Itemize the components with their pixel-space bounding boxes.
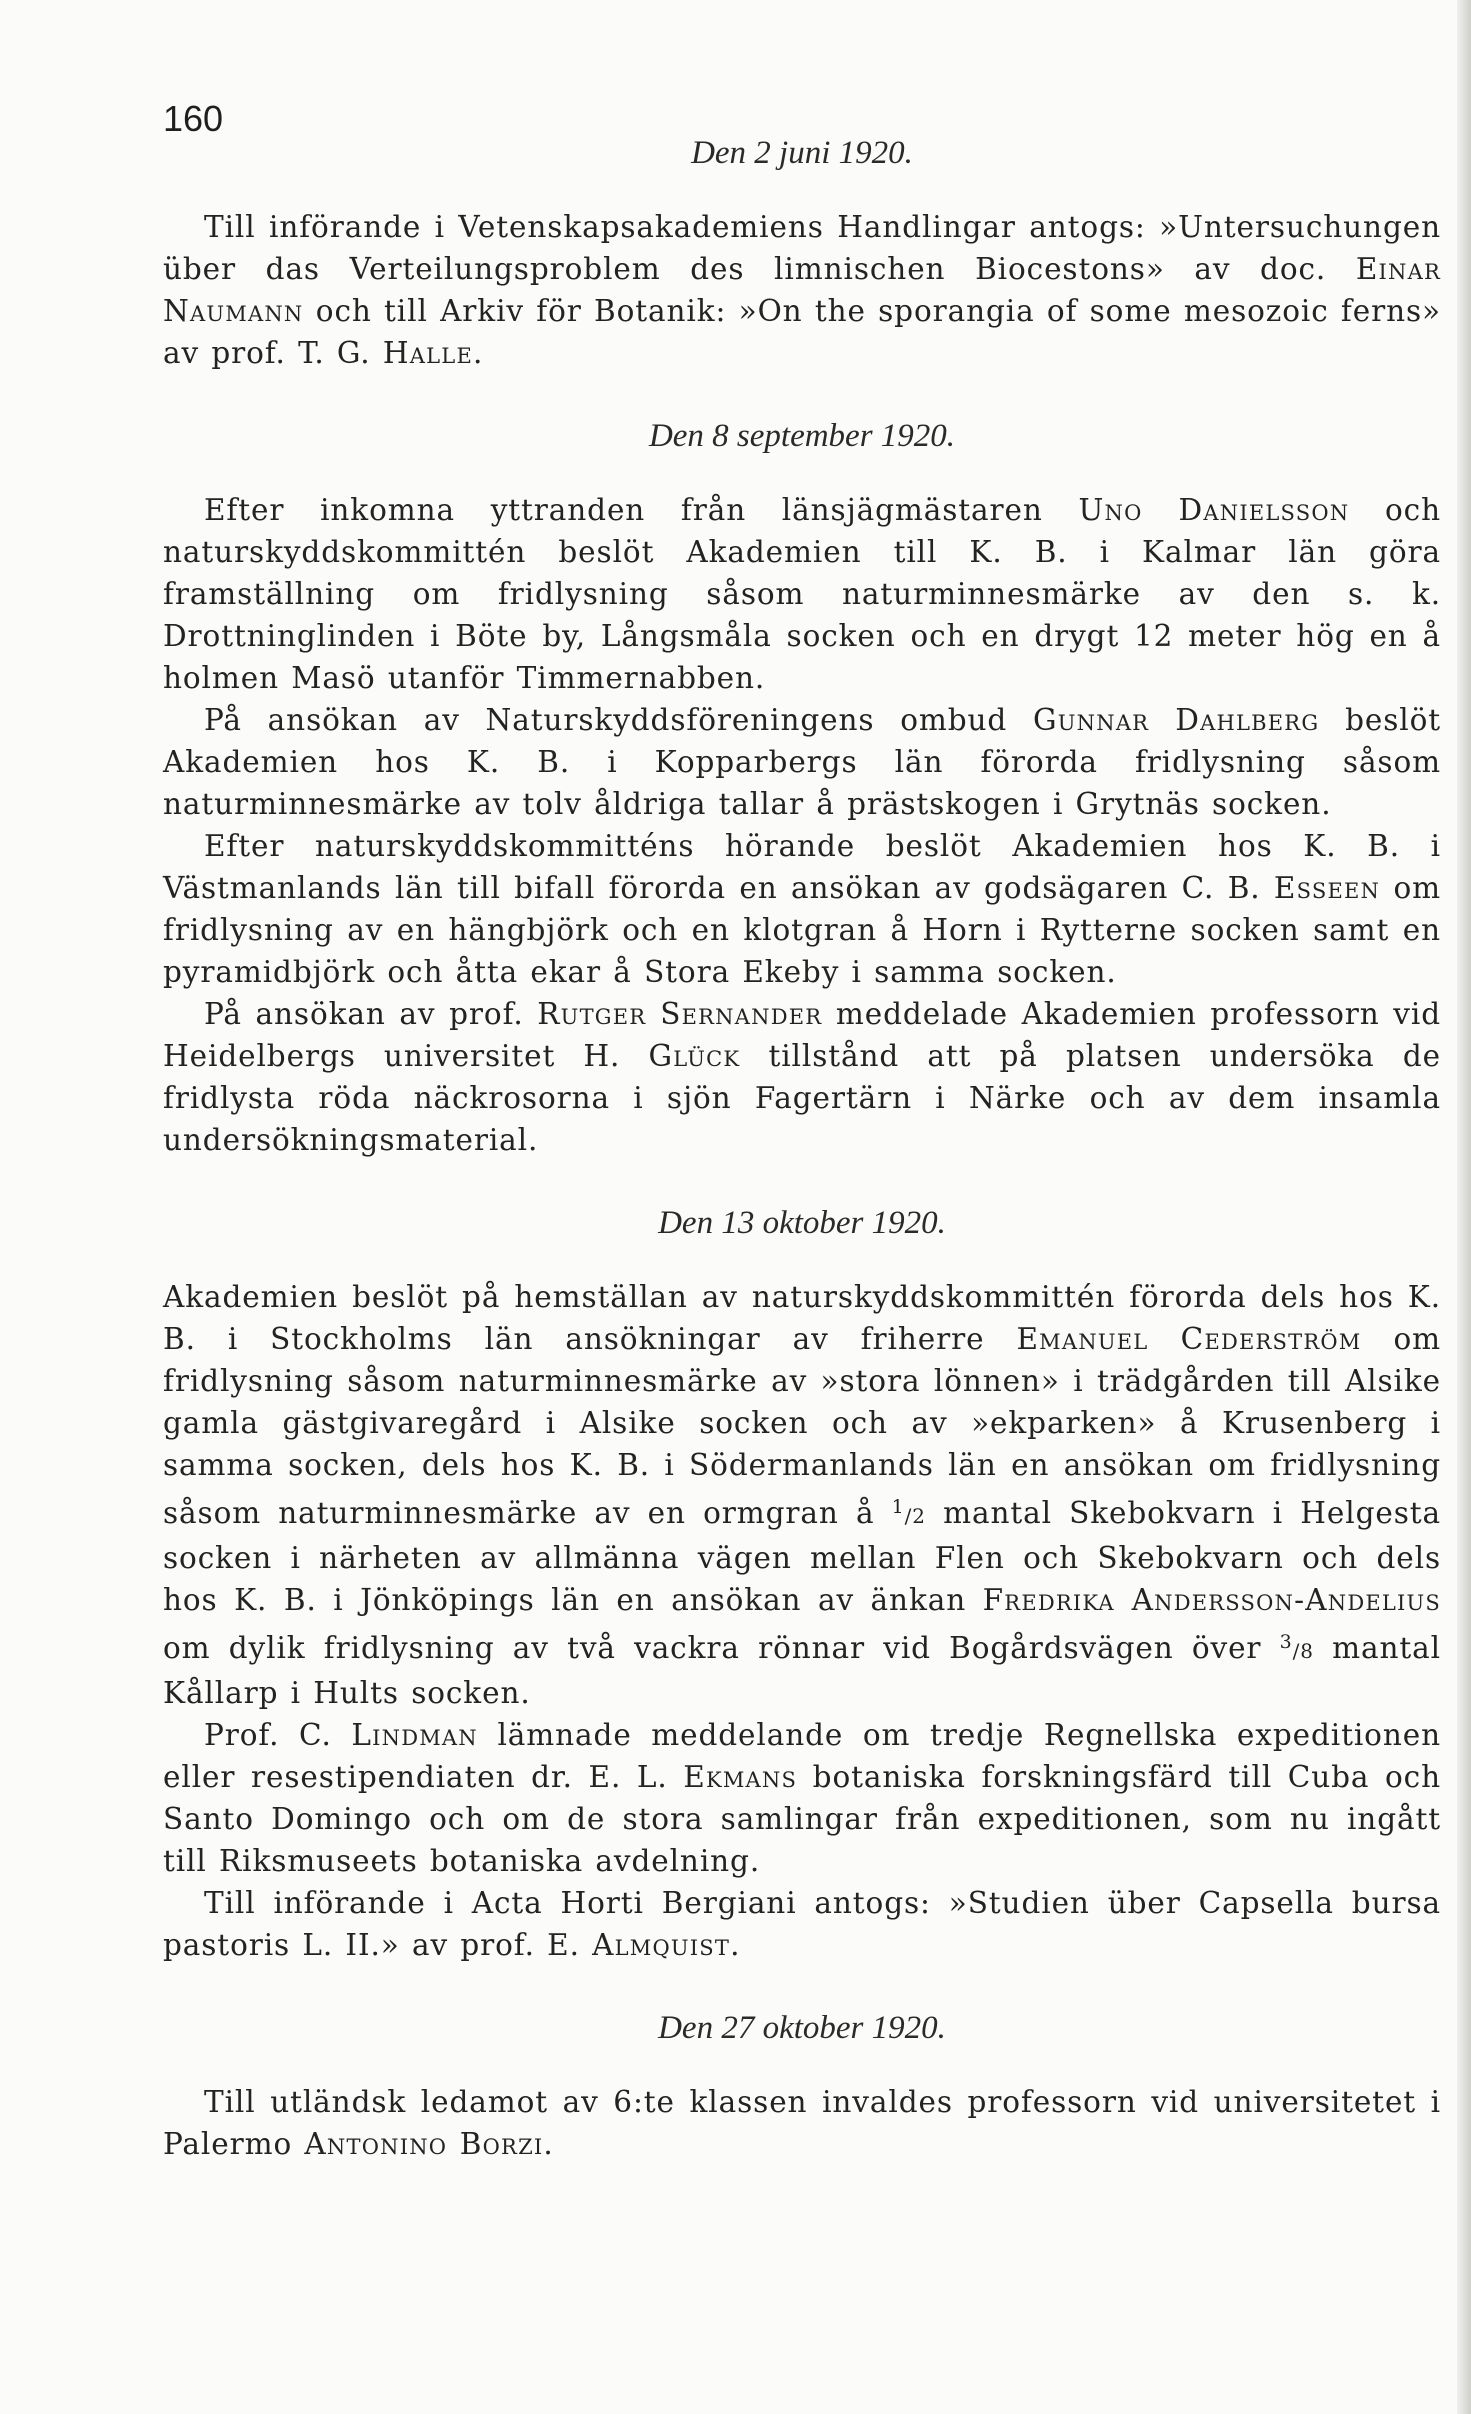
paragraph: Akademien beslöt på hemställan av naturskyddskommittén förorda dels hos K. B. i Stockholms län ansökningar av friherre Emanuel Cederström om fridlysning såsom naturminnesmärke av »stora lönnen» i trädgården till Alsike gamla gästgivaregård i Alsike socken och av »ekparken» å Krusenberg i samma socken, dels hos K. B. i Södermanlands län en ansökan om fridlysning såsom naturminnesmärke av en ormgran å $^1$/2 mantal Skebokvarn i Helgesta socken i närheten av allmänna vägen mellan Flen och Skebokvarn och dels hos K. B. i Jönköpings län en ansökan av änkan Fredrika Andersson-Andelius om dylik fridlysning av två vackra rönnar vid Bogårdsvägen över $^3$/8 mantal Kållarp i Hults socken. xyxy=(163,1280,1442,1710)
person-name: Almquist xyxy=(592,1928,731,1962)
person-name: Halle xyxy=(382,336,473,370)
paragraph: Till införande i Acta Horti Bergiani antogs: »Studien über Capsella bursa pastoris L. II.» av prof. E. Almquist. xyxy=(163,1886,1441,1962)
section-2 xyxy=(163,418,1441,1161)
paragraph: På ansökan av prof. Rutger Sernander meddelade Akademien professorn vid Heidelbergs universitet H. Glück tillstånd att på platsen undersöka de fridlysta röda näckrosorna i sjön Fagertärn i Närke och av dem insamla undersökningsmaterial. xyxy=(163,997,1441,1157)
date-heading: Den 2 juni 1920. xyxy=(691,135,913,171)
person-name: Antonino Borzi xyxy=(304,2127,544,2161)
date-heading: Den 13 oktober 1920. xyxy=(658,1205,946,1241)
paragraph: Efter naturskyddskommitténs hörande beslöt Akademien hos K. B. i Västmanlands län till bifall förorda en ansökan av godsägaren C. B. Esseen om fridlysning av en hängbjörk och en klotgran å Horn i Rytterne socken samt en pyramidbjörk och åtta ekar å Stora Ekeby i samma socken. xyxy=(163,829,1442,989)
person-name: Rutger Sernander xyxy=(537,997,823,1031)
section-1 xyxy=(163,135,1441,374)
person-name: Gunnar Dahlberg xyxy=(1033,703,1320,737)
page-number: 160 xyxy=(163,98,224,139)
page-edge-shadow xyxy=(1457,0,1471,2414)
paragraph: På ansökan av Naturskyddsföreningens ombud Gunnar Dahlberg beslöt Akademien hos K. B. i Kopparbergs län förorda fridlysning såsom naturminnesmärke av tolv åldriga tallar å prästskogen i Grytnäs socken. xyxy=(163,703,1442,821)
person-name: Einar Naumann xyxy=(163,252,1441,328)
fraction-numerator: 3 xyxy=(1279,1631,1293,1653)
section-4 xyxy=(163,2010,1441,2165)
paragraph: Till införande i Vetenskapsakademiens Handlingar antogs: »Untersuchungen über das Verteilungsproblem des limnischen Biocestons» av doc. Einar Naumann och till Arkiv för Botanik: »On the sporangia of some mesozoic ferns» av prof. T. G. Halle. xyxy=(163,210,1441,370)
fraction-denominator: /2 xyxy=(904,1504,926,1528)
person-name: Esseen xyxy=(1273,871,1381,905)
fraction-denominator: /8 xyxy=(1292,1639,1314,1663)
person-name: Ekmans xyxy=(683,1760,798,1794)
text-column xyxy=(163,135,1441,2165)
paragraph: Prof. C. Lindman lämnade meddelande om tredje Regnellska expeditionen eller resestipendiaten dr. E. L. Ekmans botaniska forskningsfärd till Cuba och Santo Domingo och om de stora samlingar från expeditionen, som nu ingått till Riksmuseets botaniska avdelning. xyxy=(163,1718,1441,1878)
paragraph: Efter inkomna yttranden från länsjägmästaren Uno Danielsson och naturskyddskommittén beslöt Akademien till K. B. i Kalmar län göra framställning om fridlysning såsom naturminnesmärke av den s. k. Drottninglinden i Böte by, Långsmåla socken och en drygt 12 meter hög en å holmen Masö utanför Timmernabben. xyxy=(163,493,1441,695)
person-name: Fredrika Andersson-Andelius xyxy=(982,1583,1442,1617)
section-3 xyxy=(163,1205,1441,1966)
person-name: Emanuel Cederström xyxy=(1016,1322,1362,1356)
person-name: Lindman xyxy=(351,1718,478,1752)
fraction-numerator: 1 xyxy=(891,1496,905,1518)
date-heading: Den 27 oktober 1920. xyxy=(658,2010,946,2046)
person-name: Glück xyxy=(648,1039,741,1073)
date-heading: Den 8 september 1920. xyxy=(648,418,956,454)
paragraph: Till utländsk ledamot av 6:te klassen invaldes professorn vid universitetet i Palermo Antonino Borzi. xyxy=(163,2085,1441,2161)
person-name: Uno Danielsson xyxy=(1078,493,1350,527)
